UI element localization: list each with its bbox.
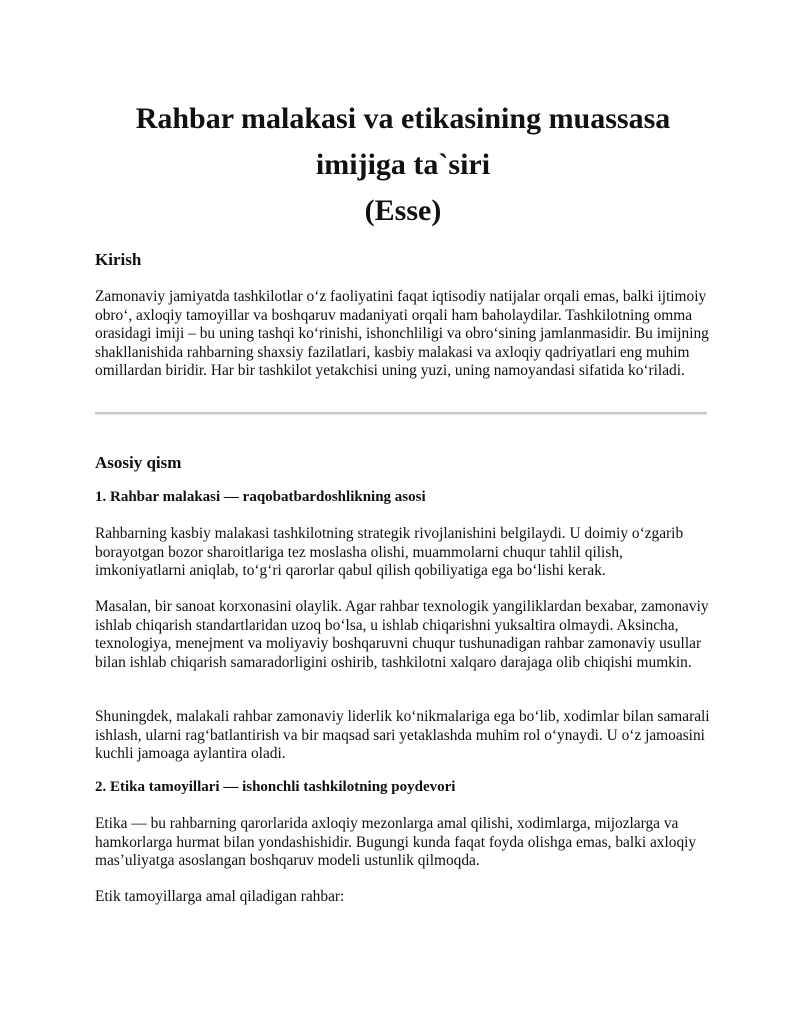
section2-heading: 2. Etika tamoyillari — ishonchli tashkilotning poydevori: [95, 779, 456, 795]
document-title: Rahbar malakasi va etikasining muassasa imijiga ta`siri: [135, 102, 671, 181]
section-divider: [95, 412, 707, 415]
main-heading: Asosiy qism: [95, 453, 182, 472]
section1-paragraph-1: Rahbarning kasbiy malakasi tashkilotning strategik rivojlanishini belgilaydi. U doimiy o‘zgarib borayotgan bozor sharoitlariga tez moslasha olishi, muammolarni chuqur tahlil qilish, imkoniyatlarni aniqlab, to‘g‘ri qarorlar qabul qilish qobiliyatiga ega bo‘lishi kerak.: [95, 525, 684, 580]
section1-heading: 1. Rahbar malakasi — raqobatbardoshlikning asosi: [95, 489, 426, 505]
section2-paragraph-2: Etik tamoyillarga amal qiladigan rahbar:: [95, 888, 345, 905]
section1-paragraph-2: Masalan, bir sanoat korxonasini olaylik. Agar rahbar texnologik yangiliklardan bexabar, zamonaviy ishlab chiqarish standartlaridan uzoq bo‘lsa, u ishlab chiqarishni yuksaltira olmaydi. Aksincha, texnologiya, menejment va moliyaviy boshqaruvni chuqur tushunadigan rahbar zamonaviy usullar bilan ishlab chiqarish samaradorligini oshirib, tashkilotni xalqaro darajaga olib chiqishi mumkin.: [95, 598, 709, 671]
document-subtitle: (Esse): [364, 194, 442, 227]
intro-heading: Kirish: [95, 250, 142, 269]
section1-paragraph-3: Shuningdek, malakali rahbar zamonaviy liderlik ko‘nikmalariga ega bo‘lib, xodimlar bilan samarali ishlash, ularni rag‘batlantirish va bir maqsad sari yetaklashda muhim rol o‘ynaydi. U o‘z jamoasini kuchli jamoaga aylantira oladi.: [95, 708, 710, 763]
intro-paragraph: Zamonaviy jamiyatda tashkilotlar o‘z faoliyatini faqat iqtisodiy natijalar orqali emas, balki ijtimoiy obro‘, axloqiy tamoyillar va boshqaruv madaniyati orqali ham baholaydilar. Tashkilotning omma orasidagi imiji – bu uning tashqi ko‘rinishi, ishonchliligi va obro‘sining jamlanmasidir. Bu imijning shakllanishida rahbarning shaxsiy fazilatlari, kasbiy malakasi va axloqiy qadriyatlari eng muhim omillardan biridir. Har bir tashkilot yetakchisi uning yuzi, uning namoyandasi sifatida ko‘riladi.: [95, 288, 709, 380]
section2-paragraph-1: Etika — bu rahbarning qarorlarida axloqiy mezonlarga amal qilishi, xodimlarga, mijozlarga va hamkorlarga hurmat bilan yondashishidir. Bugungi kunda faqat foyda olishga emas, balki axloqiy mas’uliyatga asoslangan boshqaruv modeli ustunlik qilmoqda.: [95, 815, 697, 870]
